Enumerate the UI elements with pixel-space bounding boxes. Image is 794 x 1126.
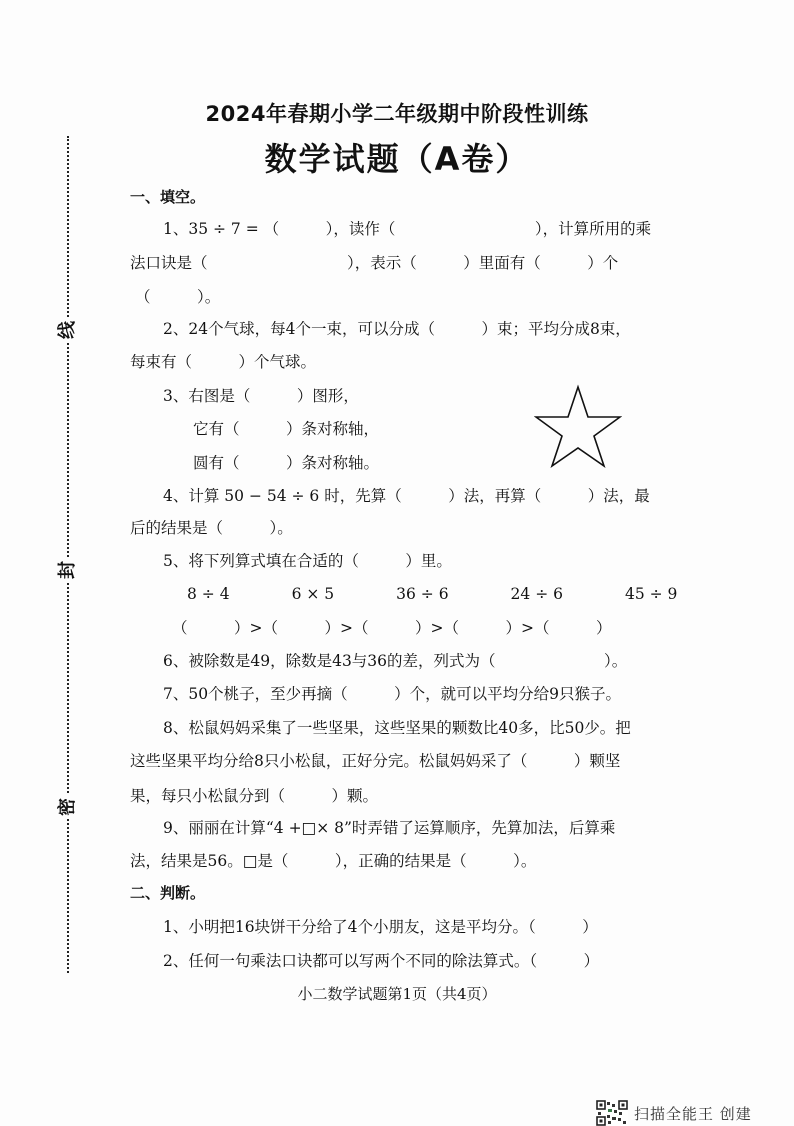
question-4-line-1: 4、计算 50 − 54 ÷ 6 时，先算（ ）法，再算（ ）法，最	[163, 487, 650, 505]
question-3-line-3: 圆有（ ）条对称轴。	[193, 454, 380, 472]
question-3-line-1: 3、右图是（ ）图形，	[163, 387, 359, 405]
exam-subtitle: 数学试题（A卷）	[264, 140, 530, 178]
question-7: 7、50个桃子，至少再摘（ ）个，就可以平均分给9只猴子。	[163, 685, 621, 703]
binding-char-seal: 封	[56, 558, 80, 582]
question-2-line-2: 每束有（ ）个气球。	[130, 353, 317, 371]
scanner-watermark	[596, 1100, 752, 1126]
binding-char-secret: 密	[56, 795, 80, 819]
question-4-line-2: 后的结果是（ ）。	[130, 519, 293, 537]
question-9-line-2: 法，结果是56。□是（ ），正确的结果是（ ）。	[130, 852, 537, 870]
judgement-2: 2、任何一句乘法口诀都可以写两个不同的除法算式。（ ）	[163, 952, 600, 970]
question-8-line-3: 果，每只小松鼠分到（ ）颗。	[130, 787, 379, 805]
question-5-expressions: 8 ÷ 4 6 × 5 36 ÷ 6 24 ÷ 6 45 ÷ 9	[187, 585, 678, 603]
star-outline-icon	[534, 384, 622, 468]
binding-line	[67, 136, 69, 973]
question-5-line-1: 5、将下列算式填在合适的（ ）里。	[163, 552, 452, 570]
question-6: 6、被除数是49，除数是43与36的差，列式为（ ）。	[163, 652, 628, 670]
section-heading-fill-blank: 一、填空。	[130, 188, 206, 206]
judgement-1: 1、小明把16块饼干分给了4个小朋友，这是平均分。（ ）	[163, 918, 598, 936]
page-footer: 小二数学试题第1页（共4页）	[297, 985, 497, 1003]
question-9-line-1: 9、丽丽在计算“4 +□× 8”时弄错了运算顺序，先算加法，后算乘	[163, 819, 616, 837]
question-3-line-2: 它有（ ）条对称轴，	[193, 420, 380, 438]
question-8-line-2: 这些坚果平均分给8只小松鼠，正好分完。松鼠妈妈采了（ ）颗坚	[130, 752, 621, 770]
question-2-line-1: 2、24个气球，每4个一束，可以分成（ ）束；平均分成8束，	[163, 320, 631, 338]
question-1-line-2: 法口诀是（ ），表示（ ）里面有（ ）个	[130, 254, 619, 272]
binding-char-line: 线	[56, 318, 80, 342]
question-8-line-1: 8、松鼠妈妈采集了一些坚果，这些坚果的颗数比40多，比50少。把	[163, 719, 631, 737]
question-1-line-3: （ ）。	[135, 288, 221, 306]
section-heading-true-false: 二、判断。	[130, 884, 206, 902]
exam-title: 2024年春期小学二年级期中阶段性训练	[205, 102, 589, 126]
question-1-line-1: 1、35 ÷ 7 = （ ），读作（ ），计算所用的乘	[163, 220, 652, 238]
watermark-text: 扫描全能王 创建	[634, 1104, 752, 1123]
question-5-answer-slots: （ ）>（ ）>（ ）>（ ）>（ ）	[172, 619, 612, 637]
qr-code-icon	[596, 1100, 628, 1126]
